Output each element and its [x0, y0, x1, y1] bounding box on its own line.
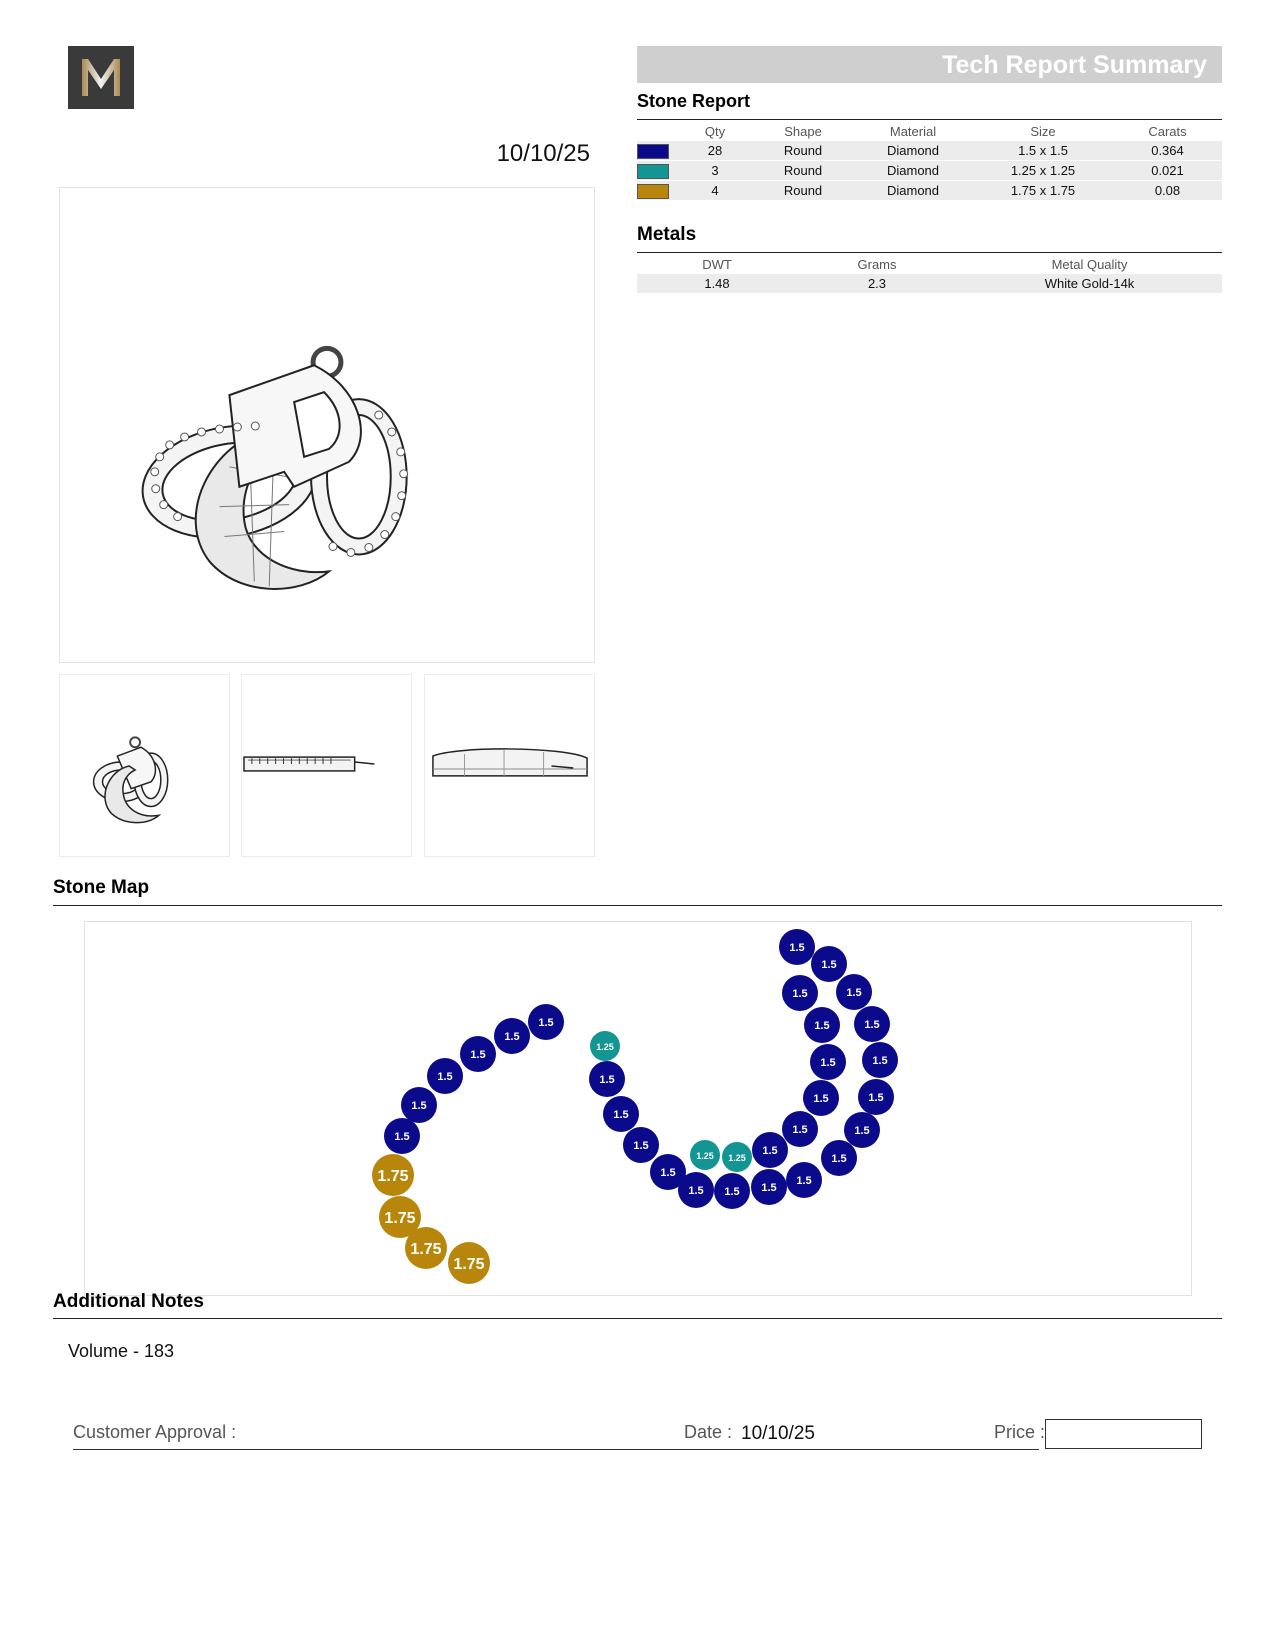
stone-map-stone [401, 1087, 437, 1123]
metals-table [637, 255, 1222, 293]
pendant-thumbnail-image [60, 675, 229, 856]
stone-size-label: 1.5 [868, 1092, 884, 1104]
stone-size-label: 1.5 [854, 1125, 870, 1137]
stone-report-header-row [637, 122, 1222, 141]
stone-size-label: 1.75 [410, 1241, 442, 1258]
stone-size-label: 1.5 [599, 1074, 615, 1086]
stone-size-label: 1.5 [820, 1057, 836, 1069]
stone-map-stone [811, 946, 847, 982]
metals-rule [637, 252, 1222, 253]
stone-size-label: 1.5 [470, 1049, 486, 1061]
stone-row [637, 181, 1222, 201]
stone-qty: 28 [677, 141, 753, 161]
stone-map-stone [836, 974, 872, 1010]
stone-size-label: 1.5 [411, 1100, 427, 1112]
stone-size-label: 1.5 [796, 1175, 812, 1187]
stone-size-label: 1.5 [864, 1019, 880, 1031]
stone-map-rule [53, 905, 1222, 906]
pendant-main-render [59, 187, 595, 663]
pendant-side-thumbnail-image [242, 675, 411, 856]
stone-size-label: 1.5 [437, 1071, 453, 1083]
stone-size-label: 1.75 [453, 1256, 485, 1273]
stone-size-label: 1.75 [377, 1168, 409, 1185]
stone-map-stone [782, 1111, 818, 1147]
pendant-render-image [60, 188, 594, 662]
column-header-grams: Grams [857, 257, 897, 272]
stone-size: 1.25 x 1.25 [973, 161, 1113, 181]
stone-map-stone [779, 929, 815, 965]
stone-qty: 3 [677, 161, 753, 181]
metal-row [637, 274, 1222, 293]
stone-size-label: 1.25 [728, 1153, 746, 1163]
stone-shape: Round [753, 181, 853, 201]
page-title: Tech Report Summary [942, 51, 1207, 79]
stone-size-label: 1.5 [789, 942, 805, 954]
stone-size: 1.5 x 1.5 [973, 141, 1113, 161]
customer-approval-label: Customer Approval : [73, 1422, 237, 1442]
stone-report-heading: Stone Report [637, 91, 751, 111]
stone-size-label: 1.5 [813, 1093, 829, 1105]
stone-size-label: 1.5 [762, 1145, 778, 1157]
stone-size-label: 1.5 [504, 1031, 520, 1043]
title-bar [637, 46, 1222, 83]
thumbnail-top-view[interactable] [424, 674, 595, 857]
stone-size-label: 1.5 [872, 1055, 888, 1067]
approval-date-value: 10/10/25 [741, 1423, 815, 1444]
stone-row [637, 141, 1222, 161]
stone-size-label: 1.75 [384, 1210, 416, 1227]
stone-size-label: 1.5 [633, 1140, 649, 1152]
stone-map-stone [821, 1140, 857, 1176]
approval-date-label: Date : [684, 1422, 733, 1442]
stone-size-label: 1.5 [538, 1017, 554, 1029]
stone-map [84, 921, 1192, 1296]
stone-map-stone [782, 975, 818, 1011]
stone-map-stone [722, 1142, 752, 1172]
additional-notes-heading: Additional Notes [53, 1291, 204, 1312]
column-header-qty: Qty [704, 124, 726, 139]
stone-map-stone [528, 1004, 564, 1040]
stone-size-label: 1.5 [761, 1182, 777, 1194]
stone-color-swatch [637, 144, 669, 159]
stone-map-heading: Stone Map [53, 877, 150, 898]
metal-quality: White Gold-14k [957, 274, 1222, 293]
stone-size-label: 1.25 [696, 1151, 714, 1161]
column-header-carats: Carats [1148, 124, 1187, 139]
stone-row [637, 161, 1222, 181]
price-input-box[interactable] [1045, 1419, 1202, 1449]
metal-grams: 2.3 [797, 274, 957, 293]
stone-map-stone [810, 1044, 846, 1080]
stone-carats: 0.08 [1113, 181, 1222, 201]
stone-shape: Round [753, 161, 853, 181]
company-logo [68, 46, 134, 109]
stone-size-label: 1.5 [724, 1186, 740, 1198]
stone-carats: 0.021 [1113, 161, 1222, 181]
stone-size-label: 1.5 [394, 1131, 410, 1143]
header-date: 10/10/25 [496, 140, 590, 167]
stone-material: Diamond [853, 161, 973, 181]
additional-notes-rule [53, 1318, 1222, 1319]
metal-dwt: 1.48 [637, 274, 797, 293]
stone-size-label: 1.5 [613, 1109, 629, 1121]
stone-material: Diamond [853, 141, 973, 161]
stone-map-stone [844, 1112, 880, 1148]
column-header-metal-quality: Metal Quality [1051, 257, 1128, 272]
stone-size-label: 1.5 [821, 959, 837, 971]
stone-map-stone [690, 1140, 720, 1170]
stone-map-stone [405, 1227, 447, 1269]
stone-size-label: 1.5 [831, 1153, 847, 1165]
stone-map-stone [603, 1096, 639, 1132]
thumbnail-side-view[interactable] [241, 674, 412, 857]
column-header-size: Size [1030, 124, 1056, 139]
stone-map-stone [384, 1118, 420, 1154]
stone-map-stone [590, 1031, 620, 1061]
thumbnail-front-view[interactable] [59, 674, 230, 857]
stone-map-stone [460, 1036, 496, 1072]
stone-size-label: 1.5 [660, 1167, 676, 1179]
price-label: Price : [994, 1422, 1046, 1442]
stone-size-label: 1.5 [846, 987, 862, 999]
stone-map-stone [858, 1079, 894, 1115]
pendant-top-thumbnail-image [425, 675, 594, 856]
swatch-column-header [637, 122, 677, 141]
stone-report-rule [637, 119, 1222, 120]
stone-size-label: 1.5 [792, 1124, 808, 1136]
stone-qty: 4 [677, 181, 753, 201]
stone-map-stone [623, 1127, 659, 1163]
stone-size-label: 1.5 [792, 988, 808, 1000]
stone-size-label: 1.5 [814, 1020, 830, 1032]
logo-m-icon [68, 46, 134, 109]
stone-map-stone [372, 1154, 414, 1196]
metals-header-row [637, 255, 1222, 274]
stone-size-label: 1.5 [688, 1185, 704, 1197]
stone-map-stone [854, 1006, 890, 1042]
column-header-shape: Shape [784, 124, 822, 139]
stone-map-stone [650, 1154, 686, 1190]
column-header-material: Material [889, 124, 937, 139]
stone-shape: Round [753, 141, 853, 161]
stone-map-stone [427, 1058, 463, 1094]
stone-map-stone [714, 1173, 750, 1209]
stone-map-stone [752, 1132, 788, 1168]
stone-size-label: 1.25 [596, 1042, 614, 1052]
stone-map-stone [494, 1018, 530, 1054]
metals-heading: Metals [637, 224, 697, 245]
stone-carats: 0.364 [1113, 141, 1222, 161]
stone-map-stone [786, 1162, 822, 1198]
stone-color-swatch [637, 164, 669, 179]
stone-report-table [637, 122, 1222, 200]
stone-size: 1.75 x 1.75 [973, 181, 1113, 201]
stone-material: Diamond [853, 181, 973, 201]
stone-map-stone [751, 1169, 787, 1205]
notes-text: Volume - 183 [68, 1341, 175, 1361]
column-header-dwt: DWT [702, 257, 732, 272]
stone-map-stone [862, 1042, 898, 1078]
signature-line[interactable] [73, 1449, 1039, 1450]
stone-color-swatch [637, 184, 669, 199]
stone-map-stone [448, 1242, 490, 1284]
stone-map-stone [589, 1061, 625, 1097]
stone-map-stone [804, 1007, 840, 1043]
stone-map-stone [803, 1080, 839, 1116]
